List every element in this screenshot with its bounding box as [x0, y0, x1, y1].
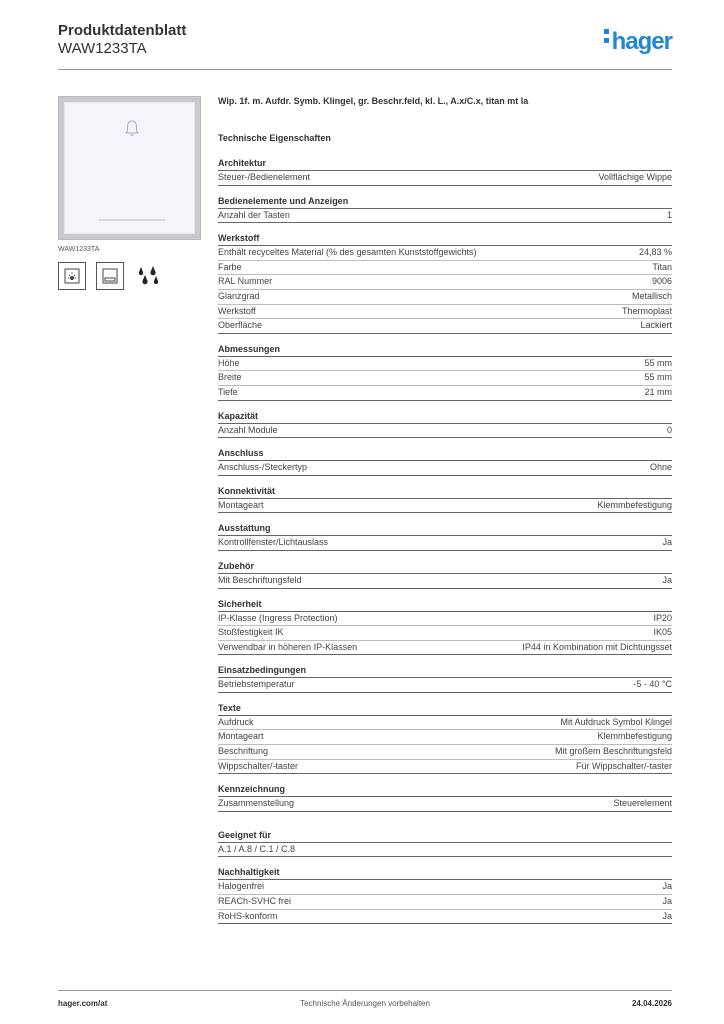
- property-row: [218, 371, 672, 386]
- property-value: Ja: [662, 881, 672, 892]
- property-key: IP-Klasse (Ingress Protection): [218, 612, 338, 623]
- property-key: Steuer-/Bedienelement: [218, 172, 311, 182]
- properties-heading: Technische Eigenschaften: [218, 133, 331, 143]
- property-key: Wippschalter/-taster: [218, 760, 299, 771]
- section-title: Texte: [218, 703, 672, 716]
- property-section: [218, 867, 672, 924]
- hager-logo: [604, 28, 672, 56]
- property-key: A.1 / A.8 / C.1 / C.8: [218, 843, 296, 854]
- property-key: Montageart: [218, 499, 264, 510]
- property-value: Klemmbefestigung: [597, 731, 672, 742]
- property-section: [218, 344, 672, 401]
- section-title: Konnektivität: [218, 486, 672, 499]
- footer-date: 24.04.2026: [631, 999, 672, 1008]
- property-section: [218, 599, 672, 656]
- property-section: [218, 411, 672, 439]
- property-key: RoHS-konform: [218, 910, 278, 921]
- property-value: Ohne: [649, 462, 672, 473]
- property-key: Stoßfestigkeit IK: [218, 627, 284, 638]
- property-section: [218, 196, 672, 224]
- property-row: [218, 246, 672, 261]
- property-row: [218, 730, 672, 745]
- water-drops-icon: [134, 262, 162, 290]
- page-footer: [58, 990, 672, 1010]
- property-key: Betriebstemperatur: [218, 679, 295, 690]
- property-row: [218, 612, 672, 627]
- rocker-surface: [64, 102, 195, 234]
- property-key: Tiefe: [218, 386, 238, 397]
- property-value: IP20: [653, 612, 672, 623]
- footer-website: hager.com/at: [58, 999, 108, 1008]
- property-key: Aufdruck: [218, 716, 254, 727]
- property-value: Klemmbefestigung: [597, 499, 672, 510]
- property-key: Montageart: [218, 731, 264, 742]
- property-value: 55 mm: [644, 357, 672, 368]
- property-value: Lackiert: [640, 320, 672, 331]
- property-section: [218, 523, 672, 551]
- section-title: Sicherheit: [218, 599, 672, 612]
- property-row: [218, 678, 672, 693]
- product-code: WAW1233TA: [58, 40, 147, 57]
- section-title: Zubehör: [218, 561, 672, 574]
- property-value: 55 mm: [644, 372, 672, 383]
- property-value: 0: [666, 424, 672, 435]
- property-row: [218, 895, 672, 910]
- section-title: Bedienelemente und Anzeigen: [218, 196, 672, 209]
- property-value: Titan: [652, 261, 672, 272]
- property-section: [218, 665, 672, 693]
- property-value: 21 mm: [644, 386, 672, 397]
- property-row: [218, 461, 672, 476]
- property-row: [218, 760, 672, 775]
- property-section: [218, 233, 672, 334]
- property-row: [218, 641, 672, 656]
- product-visual-panel: [58, 96, 201, 290]
- property-key: Beschriftung: [218, 746, 269, 757]
- property-key: Höhe: [218, 357, 240, 368]
- feature-icons: [58, 262, 201, 290]
- property-key: Anschluss-/Steckertyp: [218, 462, 308, 473]
- section-title: Architektur: [218, 158, 672, 171]
- image-caption: WAW1233TA: [58, 246, 100, 253]
- property-row: [218, 880, 672, 895]
- property-row: [218, 357, 672, 372]
- product-image: [58, 96, 201, 240]
- property-key: RAL Nummer: [218, 276, 273, 287]
- property-value: Metallisch: [631, 290, 672, 301]
- property-value: IK05: [653, 627, 672, 638]
- property-section: [218, 448, 672, 476]
- property-row: [218, 424, 672, 439]
- property-row: [218, 574, 672, 589]
- property-value: 1: [666, 209, 672, 220]
- property-key: Farbe: [218, 261, 242, 272]
- property-section: [218, 703, 672, 774]
- property-row: [218, 171, 672, 186]
- document-title: Produktdatenblatt: [58, 22, 187, 39]
- logo-colon-mark: [604, 26, 612, 47]
- property-section: [218, 158, 672, 186]
- property-value: Ja: [662, 896, 672, 907]
- property-row: [218, 745, 672, 760]
- property-value: Steuerelement: [613, 798, 672, 809]
- section-title: Kennzeichnung: [218, 784, 672, 797]
- page-header: [58, 22, 672, 70]
- property-row: [218, 626, 672, 641]
- property-value: Ja: [662, 910, 672, 921]
- property-value: Mit Aufdruck Symbol Klingel: [560, 716, 672, 727]
- property-value: 9006: [651, 276, 672, 287]
- property-section: [218, 830, 672, 858]
- property-section: [218, 784, 672, 812]
- property-value: -5 - 40 °C: [633, 679, 672, 690]
- property-row: [218, 261, 672, 276]
- property-value: Thermoplast: [621, 305, 672, 316]
- property-row: [218, 499, 672, 514]
- property-key: Anzahl Module: [218, 424, 278, 435]
- property-row: [218, 386, 672, 401]
- logo-text: hager: [611, 28, 672, 55]
- property-key: Breite: [218, 372, 242, 383]
- label-field-icon: [96, 262, 124, 290]
- property-key: Enthält recyceltes Material (% des gesamten Kunststoffgewichts): [218, 247, 477, 258]
- property-row: [218, 716, 672, 731]
- property-sections: [218, 158, 672, 924]
- property-row: [218, 319, 672, 334]
- bell-icon: [124, 119, 140, 137]
- light-indicator-icon: [58, 262, 86, 290]
- property-section: [218, 561, 672, 589]
- property-key: Halogenfrei: [218, 881, 265, 892]
- property-row: [218, 536, 672, 551]
- property-row: [218, 305, 672, 320]
- section-title: Abmessungen: [218, 344, 672, 357]
- property-key: Oberfläche: [218, 320, 263, 331]
- property-key: Verwendbar in höheren IP-Klassen: [218, 641, 358, 652]
- property-value: Für Wippschalter/-taster: [575, 760, 672, 771]
- property-value: Ja: [662, 574, 672, 585]
- property-key: Kontrollfenster/Lichtauslass: [218, 537, 329, 548]
- section-title: Geeignet für: [218, 830, 672, 843]
- section-title: Anschluss: [218, 448, 672, 461]
- property-value: Vollflächige Wippe: [598, 172, 672, 182]
- section-title: Nachhaltigkeit: [218, 867, 672, 880]
- label-field-line: [99, 219, 165, 221]
- section-title: Ausstattung: [218, 523, 672, 536]
- property-key: Zusammenstellung: [218, 798, 295, 809]
- section-title: Werkstoff: [218, 233, 672, 246]
- footer-notice: Technische Änderungen vorbehalten: [300, 999, 430, 1008]
- property-row: [218, 209, 672, 224]
- section-title: Kapazität: [218, 411, 672, 424]
- property-value: Mit großem Beschriftungsfeld: [554, 746, 672, 757]
- property-key: Mit Beschriftungsfeld: [218, 574, 302, 585]
- property-value: 24,83 %: [638, 247, 672, 258]
- property-key: Werkstoff: [218, 305, 256, 316]
- property-row: [218, 910, 672, 925]
- product-description: Wip. 1f. m. Aufdr. Symb. Klingel, gr. Beschr.feld, kl. L., A.x/C.x, titan mt la: [218, 96, 529, 106]
- property-key: Glanzgrad: [218, 290, 260, 301]
- property-key: REACh-SVHC frei: [218, 896, 292, 907]
- property-row: [218, 275, 672, 290]
- property-row: [218, 843, 672, 858]
- property-key: Anzahl der Tasten: [218, 209, 290, 220]
- section-title: Einsatzbedingungen: [218, 665, 672, 678]
- property-row: [218, 290, 672, 305]
- technical-data: [218, 96, 672, 934]
- property-value: Ja: [662, 537, 672, 548]
- property-value: IP44 in Kombination mit Dichtungsset: [522, 641, 672, 652]
- property-section: [218, 486, 672, 514]
- property-row: [218, 797, 672, 812]
